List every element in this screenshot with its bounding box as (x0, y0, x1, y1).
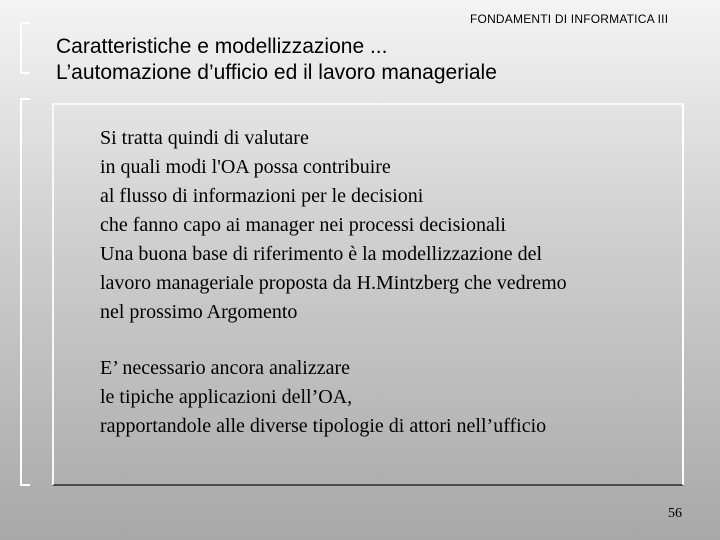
body-bracket-decoration (20, 98, 30, 486)
page-number: 56 (668, 506, 682, 521)
body-line: lavoro manageriale proposta da H.Mintzberg che vedremo (100, 272, 567, 294)
body-line: al flusso di informazioni per le decisioni (100, 185, 424, 207)
body-line: le tipiche applicazioni dell’OA, (100, 386, 353, 408)
title-line: L’automazione d’ufficio ed il lavoro manageriale (56, 61, 497, 84)
body-line: che fanno capo ai manager nei processi decisionali (100, 214, 506, 236)
title-line: Caratteristiche e modellizzazione ... (56, 35, 388, 58)
course-header: FONDAMENTI DI INFORMATICA III (470, 12, 669, 26)
body-line: E’ necessario ancora analizzare (100, 357, 351, 379)
body-paragraph-1 (100, 124, 567, 327)
body-line: Si tratta quindi di valutare (100, 127, 309, 149)
title-bracket-decoration (20, 22, 30, 74)
body-line: in quali modi l'OA possa contribuire (100, 156, 391, 178)
body-line: rapportandole alle diverse tipologie di attori nell’ufficio (100, 415, 547, 437)
body-line: nel prossimo Argomento (100, 301, 298, 323)
body-line: Una buona base di riferimento è la modellizzazione del (100, 243, 543, 265)
slide-title (56, 34, 497, 86)
body-paragraph-2 (100, 354, 546, 441)
